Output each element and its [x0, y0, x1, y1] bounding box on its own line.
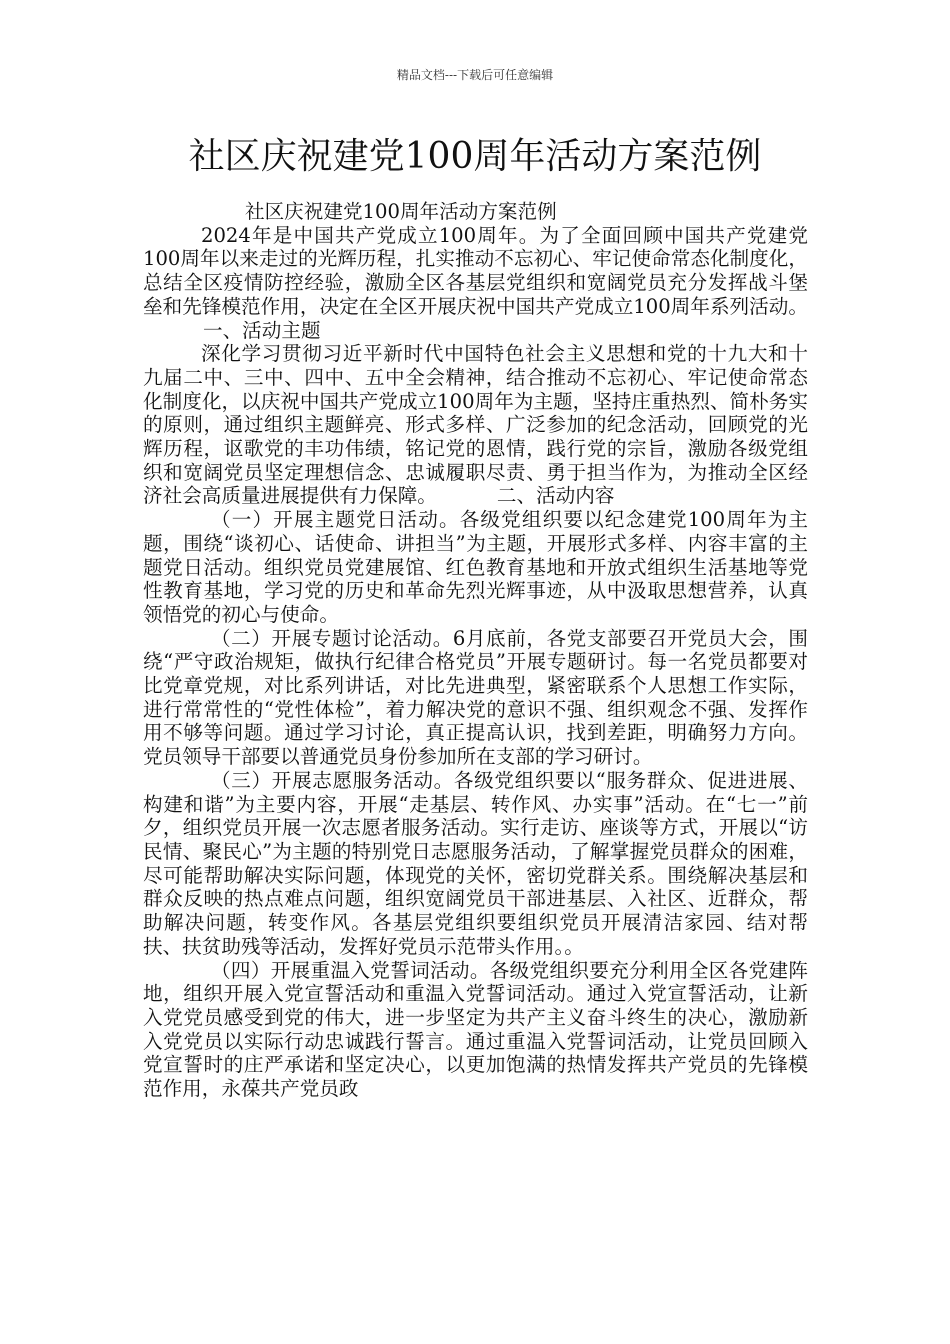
- document-subtitle: 社区庆祝建党100周年活动方案范例: [245, 200, 557, 223]
- theme-text: 深化学习贯彻习近平新时代中国特色社会主义思想和党的十九大和十九届二中、三中、四中、五中全会精神，结合推动不忘初心、牢记使命常态化制度化，以庆祝中国共产党成立100周年为主题，坚持庄重热烈、简朴务实的原则，通过组织主题鲜亮、形式多样、广泛参加的纪念活动，回顾党的光辉历程，讴歌党的丰功伟绩，铭记党的恩情，践行党的宗旨，激励各级党组织和宽阔党员坚定理想信念、忠诚履职尽责、勇于担当作为，为推动全区经济社会高质量进展提供有力保障。: [143, 342, 808, 508]
- intro-paragraph: [143, 224, 808, 343]
- intro-text: 2024年是中国共产党成立100周年。为了全面回顾中国共产党建党100周年以来走过的光辉历程，扎实推动不忘初心、牢记使命常态化制度化，总结全区疫情防控经验，激励全区各基层党组织和宽阔党员充分发挥战斗堡垒和先锋模范作用，决定在全区开展庆祝中国共产党成立100周年系列活动。: [143, 223, 808, 318]
- page-header: 精品文档---下载后可任意编辑: [396, 68, 554, 82]
- content-item-3: （三）开展志愿服务活动。各级党组织要以“服务群众、促进进展、构建和谐”为主要内容，开展“走基层、转作风、办实事”活动。在“七一”前夕，组织党员开展一次志愿者服务活动。实行走访、座谈等方式，开展以“访民情、聚民心”为主题的特别党日志愿服务活动，了解掌握党员群众的困难，尽可能帮助解决实际问题，体现党的关怀，密切党群关系。围绕解决基层和群众反映的热点难点问题，组织宽阔党员干部进基层、入社区、近群众，帮助解决问题，转变作风。各基层党组织要组织党员开展清洁家园、结对帮扶、扶贫助残等活动，发挥好党员示范带头作用。。: [143, 768, 808, 958]
- document-title: 社区庆祝建党100周年活动方案范例: [188, 136, 762, 177]
- content-item-1: （一）开展主题党日活动。各级党组织要以纪念建党100周年为主题，围绕“谈初心、话使命、讲担当”为主题，开展形式多样、内容丰富的主题党日活动。组织党员党建展馆、红色教育基地和开放式组织生活基地等党性教育基地，学习党的历史和革命先烈光辉事迹，从中汲取思想营养，认真领悟党的初心与使命。: [143, 508, 808, 626]
- theme-paragraph: [143, 342, 808, 508]
- document-body: [143, 200, 808, 1101]
- section-heading-2: 二、活动内容: [496, 484, 615, 508]
- content-item-2: （二）开展专题讨论活动。6月底前，各党支部要召开党员大会，围绕“严守政治规矩，做执行纪律合格党员”开展专题研讨。每一名党员都要对比党章党规，对比系列讲话，对比先进典型，紧密联系个人思想工作实际，进行常常性的“党性体检”，着力解决党的意识不强、组织观念不强、发挥作用不够等问题。通过学习讨论，真正提高认识，找到差距，明确努力方向。党员领导干部要以普通党员身份参加所在支部的学习研讨。: [143, 626, 808, 769]
- section-heading-1: 一、活动主题: [203, 318, 321, 342]
- content-item-4: （四）开展重温入党誓词活动。各级党组织要充分利用全区各党建阵地，组织开展入党宣誓活动和重温入党誓词活动。通过入党宣誓活动，让新入党党员感受到党的伟大，进一步坚定为共产主义奋斗终生的决心，激励新入党党员以实际行动忠诚践行誓言。通过重温入党誓词活动，让党员回顾入党宣誓时的庄严承诺和坚定决心，以更加饱满的热情发挥共产党员的先锋模范作用，永葆共产党员政: [143, 958, 808, 1101]
